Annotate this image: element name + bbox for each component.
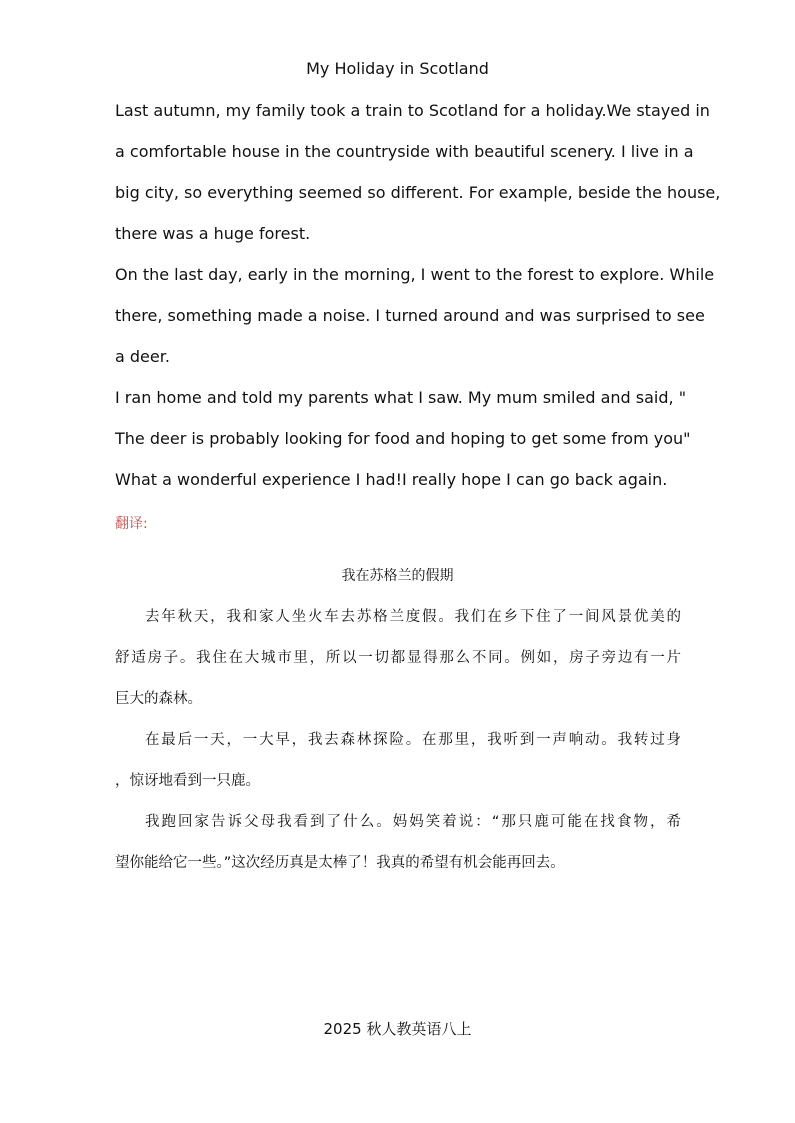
english-line-5: On the last day, early in the morning, I went to the forest to explore. While <box>115 265 715 284</box>
english-line-4: there was a huge forest. <box>115 224 311 243</box>
english-line-7: a deer. <box>115 347 170 366</box>
chinese-line-7: 望你能给它一些。”这次经历真是太棒了！我真的希望有机会能再回去。 <box>115 855 565 871</box>
english-line-10: What a wonderful experience I had!I really hope I can go back again. <box>115 470 668 489</box>
english-line-1: Last autumn, my family took a train to Scotland for a holiday.We stayed in <box>115 101 710 120</box>
page-footer: 2025 秋人教英语八上 <box>323 1020 472 1038</box>
chinese-title: 我在苏格兰的假期 <box>341 568 454 584</box>
chinese-line-3: 巨大的森林。 <box>115 691 202 707</box>
chinese-line-2: 舒适房子。我住在大城市里，所以一切都显得那么不同。例如，房子旁边有一片 <box>115 650 681 666</box>
english-line-6: there, something made a noise. I turned around and was surprised to see <box>115 306 705 325</box>
english-line-8: I ran home and told my parents what I saw. My mum smiled and said, " <box>115 388 687 407</box>
chinese-line-5: ，惊讶地看到一只鹿。 <box>115 773 260 789</box>
english-line-2: a comfortable house in the countryside with beautiful scenery. I live in a <box>115 142 694 161</box>
page-title: My Holiday in Scotland <box>306 59 489 78</box>
chinese-line-4: 在最后一天，一大早，我去森林探险。在那里，我听到一声响动。我转过身 <box>145 732 681 748</box>
chinese-line-1: 去年秋天，我和家人坐火车去苏格兰度假。我们在乡下住了一间风景优美的 <box>145 609 681 625</box>
english-line-3: big city, so everything seemed so different. For example, beside the house, <box>115 183 721 202</box>
chinese-line-6: 我跑回家告诉父母我看到了什么。妈妈笑着说：“那只鹿可能在找食物，希 <box>145 814 681 830</box>
english-line-9: The deer is probably looking for food and hoping to get some from you" <box>115 429 691 448</box>
translation-label: 翻译: <box>115 516 148 532</box>
